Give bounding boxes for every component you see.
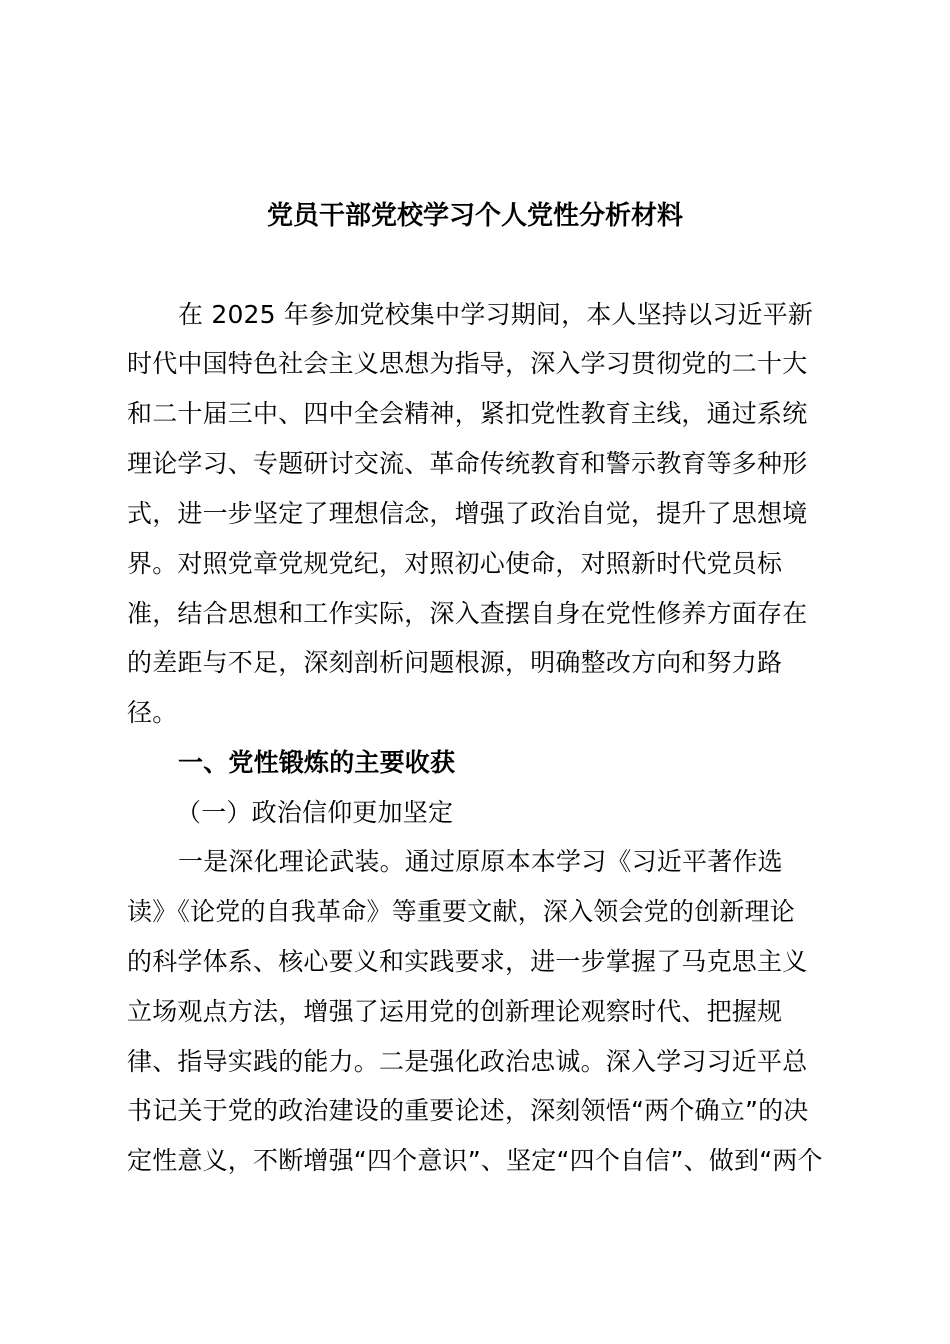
text-line: 立场观点方法，增强了运用党的创新理论观察时代、把握规 xyxy=(127,997,783,1026)
text-line: 一是深化理论武装。通过原原本本学习《习近平著作选 xyxy=(178,847,783,876)
text-line: 式，进一步坚定了理想信念，增强了政治自觉，提升了思想境 xyxy=(127,499,808,528)
text-line: 径。 xyxy=(127,698,178,727)
text-line: 理论学习、专题研讨交流、革命传统教育和警示教育等多种形 xyxy=(127,449,808,478)
subsection-heading: （一）政治信仰更加坚定 xyxy=(176,798,454,827)
text-line: 律、指导实践的能力。二是强化政治忠诚。深入学习习近平总 xyxy=(127,1047,808,1076)
text-line: 和二十届三中、四中全会精神，紧扣党性教育主线，通过系统 xyxy=(127,399,808,428)
text-line: 的科学体系、核心要义和实践要求，进一步掌握了马克思主义 xyxy=(127,947,808,976)
text-line: 在 2025 年参加党校集中学习期间，本人坚持以习近平新 xyxy=(178,300,814,329)
text-line: 书记关于党的政治建设的重要论述，深刻领悟“两个确立”的决 xyxy=(127,1096,809,1125)
section-heading: 一、党性锻炼的主要收获 xyxy=(178,748,456,777)
text-line: 时代中国特色社会主义思想为指导，深入学习贯彻党的二十大 xyxy=(127,349,808,378)
document-title: 党员干部党校学习个人党性分析材料 xyxy=(266,201,683,231)
text-line: 读》《论党的自我革命》等重要文献，深入领会党的创新理论 xyxy=(127,897,795,926)
text-line: 界。对照党章党规党纪，对照初心使命，对照新时代党员标 xyxy=(127,549,783,578)
text-line: 的差距与不足，深刻剖析问题根源，明确整改方向和努力路 xyxy=(127,648,783,677)
text-line: 定性意义，不断增强“四个意识”、坚定“四个自信”、做到“两个 xyxy=(127,1146,823,1175)
text-line: 准，结合思想和工作实际，深入查摆自身在党性修养方面存在 xyxy=(127,599,808,628)
